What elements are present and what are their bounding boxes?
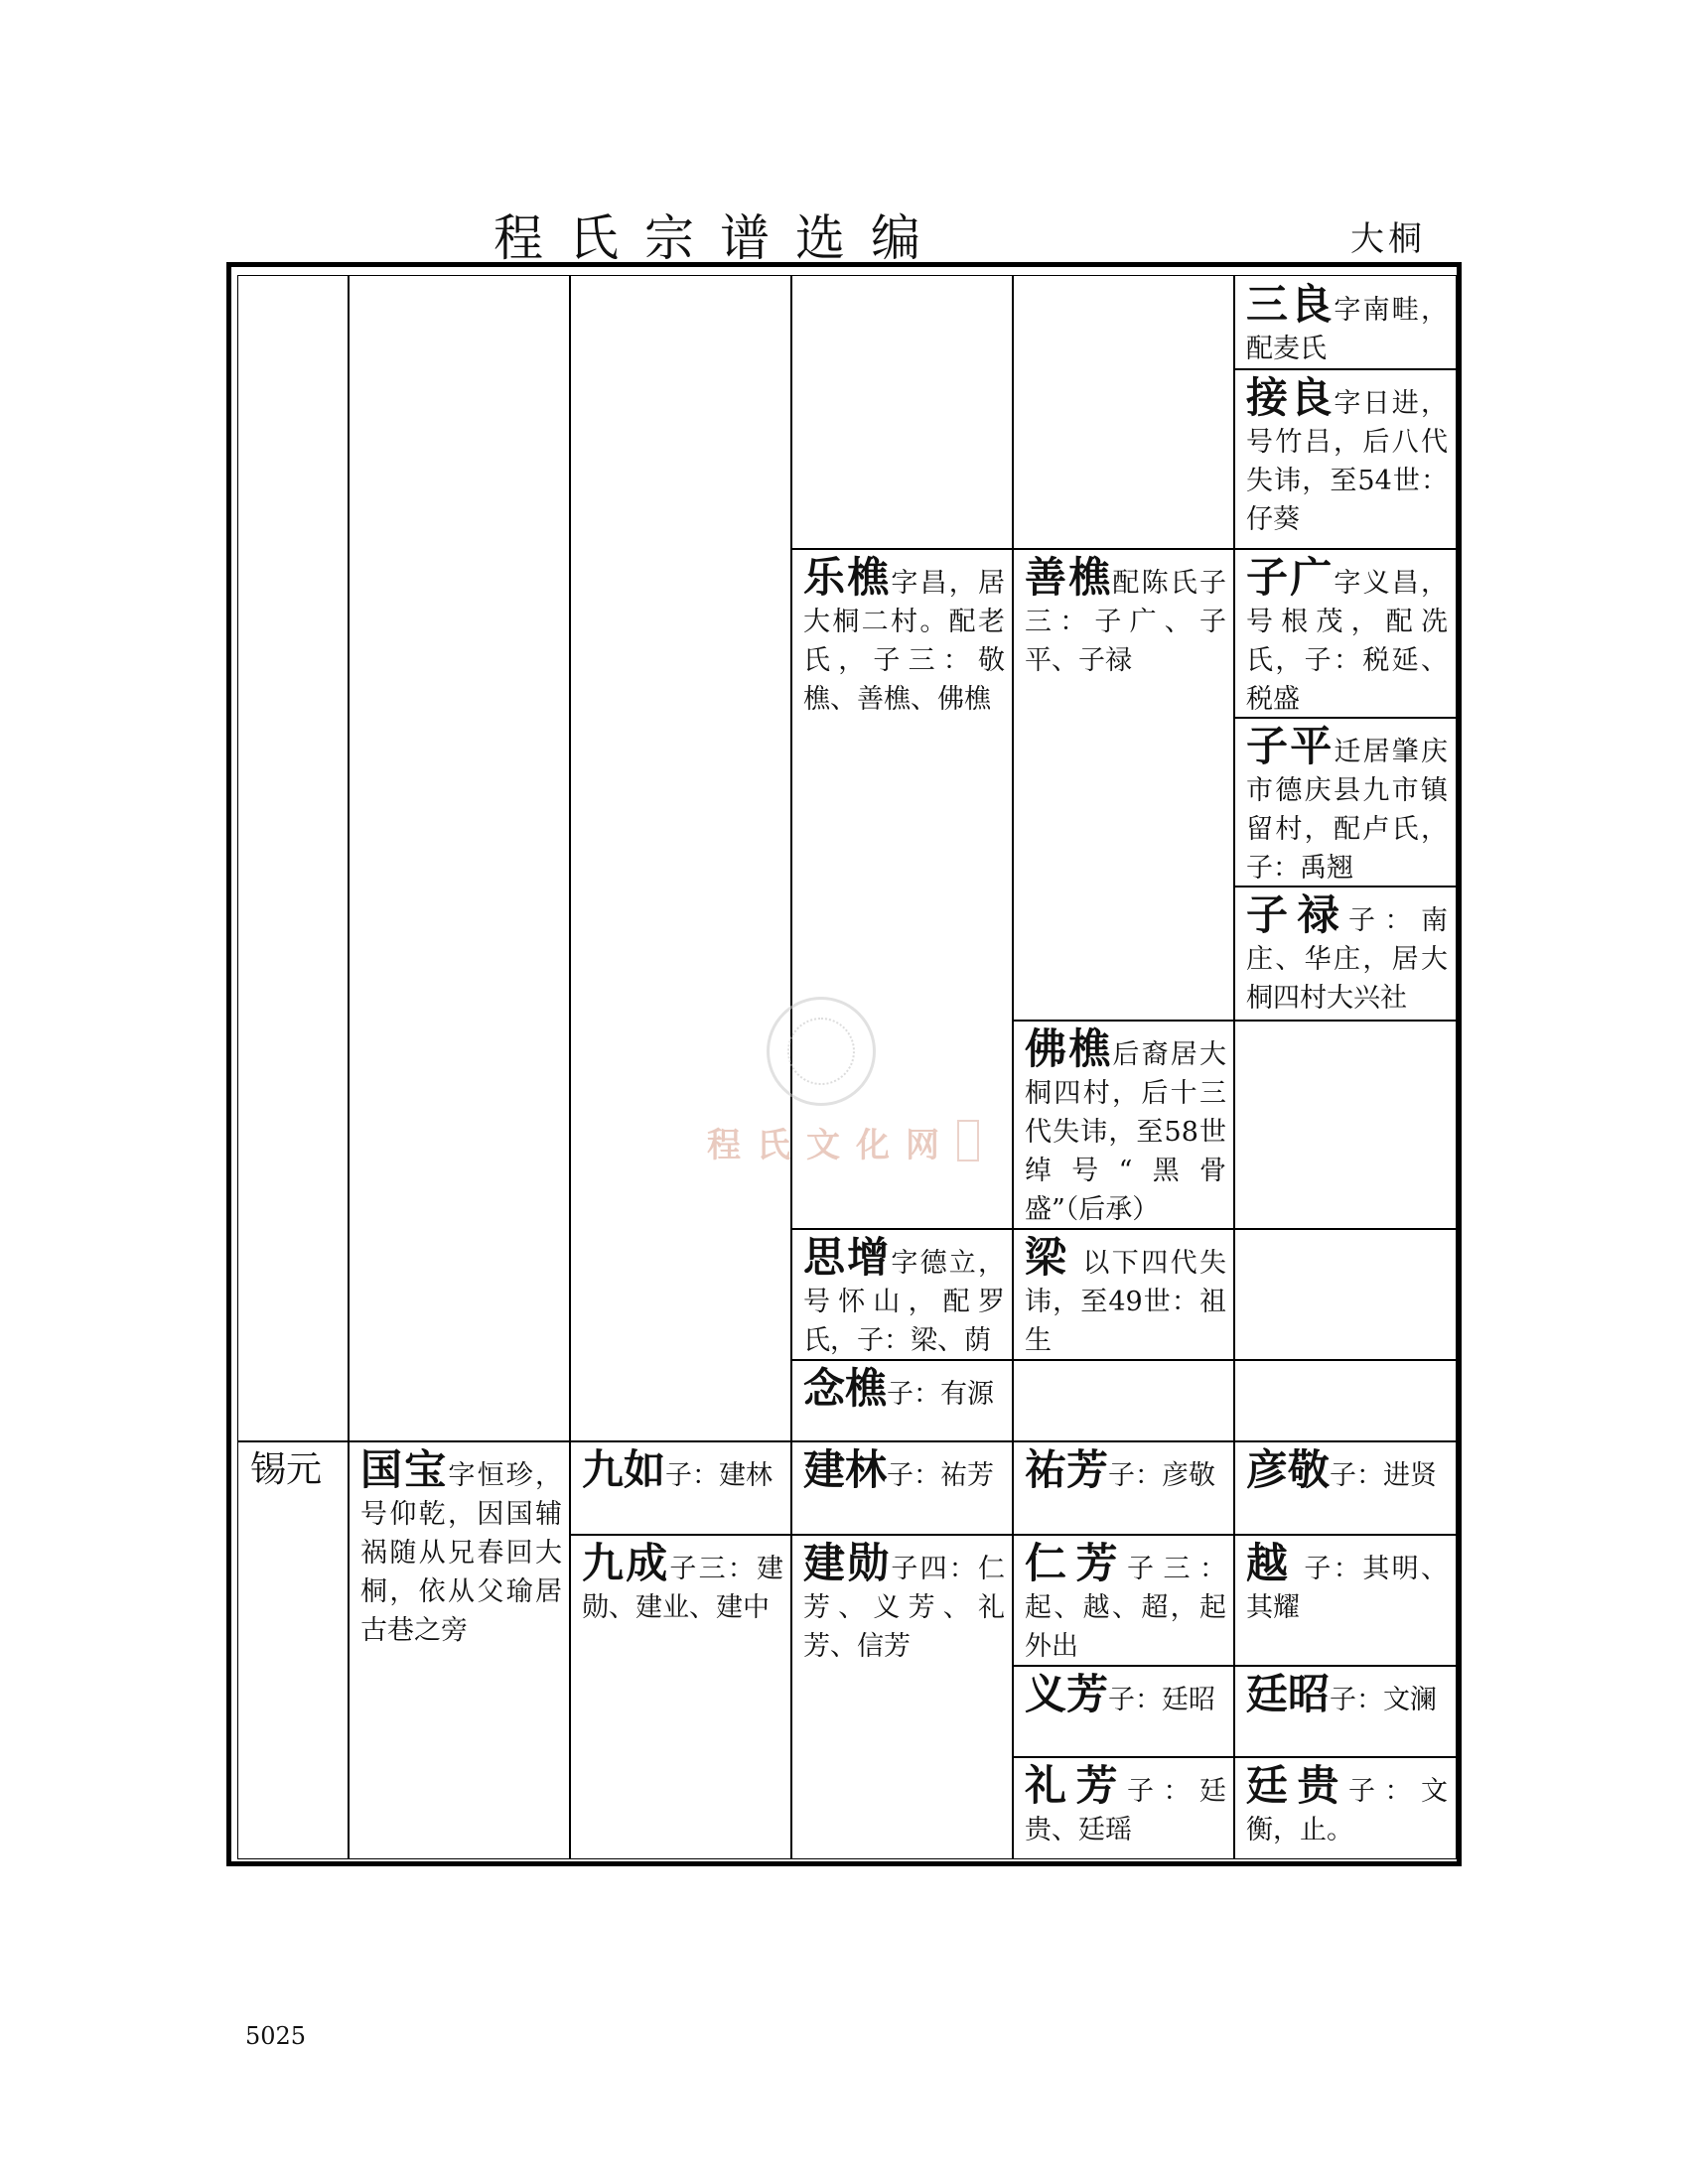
generation-name: 锡元 [250, 1449, 323, 1490]
table-cell [237, 275, 350, 1442]
ancestor-name: 思增 [803, 1233, 892, 1282]
watermark [707, 993, 995, 1191]
table-cell [790, 1359, 1014, 1442]
ancestor-note: 子三：起、越、超，起外出 [1025, 1554, 1226, 1662]
ancestor-note: 子四：仁芳、义芳、礼芳、信芳 [803, 1554, 1005, 1662]
table-cell [237, 1440, 350, 1859]
table-cell [1233, 1440, 1457, 1536]
seal-logo-icon [767, 997, 876, 1106]
ancestor-name: 子平 [1246, 722, 1335, 770]
ancestor-note: 字南畦，配麦氏 [1246, 295, 1448, 364]
ancestor-note: 子：廷贵、廷瑶 [1025, 1776, 1226, 1845]
table-cell [1233, 886, 1457, 1022]
table-cell [1233, 1665, 1457, 1758]
ancestor-name: 九成 [582, 1539, 670, 1587]
ancestor-note: 子三：建勋、建业、建中 [582, 1554, 783, 1623]
table-cell [1233, 1756, 1457, 1859]
ancestor-note: 子：彦敬 [1108, 1460, 1216, 1491]
ancestor-note: 字恒珍，号仰乾，因国辅祸随从兄春回大桐，依从父瑜居古巷之旁 [360, 1460, 562, 1646]
ancestor-note: 子：廷昭 [1108, 1685, 1216, 1715]
table-cell [1012, 1228, 1235, 1361]
ancestor-name: 梁 [1025, 1233, 1069, 1282]
table-cell [1233, 1020, 1457, 1230]
table-cell [1012, 1020, 1235, 1230]
ancestor-note: 子：建林 [665, 1460, 774, 1491]
table-cell [1233, 1359, 1457, 1442]
ancestor-name: 国宝 [360, 1445, 449, 1494]
table-cell [1233, 1228, 1457, 1361]
ancestor-note: 配陈氏子三：子广、子平、子禄 [1025, 568, 1226, 676]
ancestor-name: 佛樵 [1025, 1024, 1113, 1073]
ancestor-note: 后裔居大桐四村，后十三代失讳，至58世绰号“黑骨盛”（后承） [1025, 1039, 1226, 1225]
ancestor-name: 建勋 [803, 1539, 892, 1587]
ancestor-name: 礼芳 [1025, 1761, 1127, 1810]
ancestor-name: 彦敬 [1246, 1445, 1331, 1494]
ancestor-name: 廷昭 [1246, 1670, 1331, 1718]
ancestor-name: 祐芳 [1025, 1445, 1109, 1494]
ancestor-note: 子：文衡，止。 [1246, 1776, 1448, 1845]
table-cell [1012, 1756, 1235, 1859]
table-cell [348, 1440, 571, 1859]
table-cell [569, 1534, 792, 1859]
table-cell [1012, 275, 1235, 550]
ancestor-name: 乐樵 [803, 553, 892, 602]
ancestor-note: 字日进，号竹吕，后八代失讳，至54世：仔葵 [1246, 388, 1448, 535]
ancestor-name: 义芳 [1025, 1670, 1109, 1718]
table-cell [569, 275, 792, 1442]
table-cell [1233, 548, 1457, 719]
page-number: 5025 [245, 2022, 307, 2050]
table-cell [790, 1228, 1014, 1361]
ancestor-name: 善樵 [1025, 553, 1113, 602]
ancestor-note: 子：其明、其耀 [1246, 1554, 1448, 1623]
watermark-text: 程氏文化网 [707, 1126, 955, 1165]
table-cell [1233, 368, 1457, 550]
ancestor-name: 廷贵 [1246, 1761, 1348, 1810]
ancestor-name: 念樵 [803, 1364, 888, 1413]
ancestor-note: 子：有源 [887, 1379, 995, 1410]
ancestor-note: 子：祐芳 [887, 1460, 995, 1491]
table-cell [569, 1440, 792, 1536]
table-cell [790, 275, 1014, 550]
ancestor-name: 越 [1246, 1539, 1291, 1587]
table-cell [790, 1440, 1014, 1536]
region-label: 大桐 [1350, 219, 1426, 259]
table-cell [348, 275, 571, 1442]
table-cell [1233, 275, 1457, 370]
ancestor-name: 三良 [1246, 280, 1335, 329]
ancestor-note: 字德立，号怀山，配罗氏，子：梁、荫 [803, 1248, 1005, 1356]
stamp-icon [957, 1120, 979, 1161]
ancestor-name: 子禄 [1246, 890, 1348, 939]
ancestor-note: 以下四代失讳，至49世：祖生 [1025, 1248, 1226, 1356]
table-cell [1012, 1440, 1235, 1536]
ancestor-note: 子：南庄、华庄，居大桐四村大兴社 [1246, 905, 1448, 1014]
ancestor-note: 子：文澜 [1330, 1685, 1438, 1715]
table-cell [1012, 1665, 1235, 1758]
table-cell [1233, 1534, 1457, 1667]
ancestor-note: 迁居肇庆市德庆县九市镇留村，配卢氏，子：禹翘 [1246, 737, 1448, 884]
table-cell [1012, 1534, 1235, 1667]
ancestor-name: 仁芳 [1025, 1539, 1127, 1587]
ancestor-note: 字义昌，号根茂，配冼氏，子：税延、税盛 [1246, 568, 1448, 715]
ancestor-name: 接良 [1246, 373, 1335, 422]
table-cell [790, 1534, 1014, 1859]
table-cell [1233, 717, 1457, 887]
ancestor-note: 子：进贤 [1330, 1460, 1438, 1491]
ancestor-name: 建林 [803, 1445, 888, 1494]
table-cell [1012, 548, 1235, 1022]
ancestor-note: 字昌，居大桐二村。配老氏，子三：敬樵、善樵、佛樵 [803, 568, 1005, 715]
ancestor-name: 子广 [1246, 553, 1335, 602]
table-cell [1012, 1359, 1235, 1442]
page-title: 程氏宗谱选编 [493, 209, 946, 267]
ancestor-name: 九如 [582, 1445, 666, 1494]
